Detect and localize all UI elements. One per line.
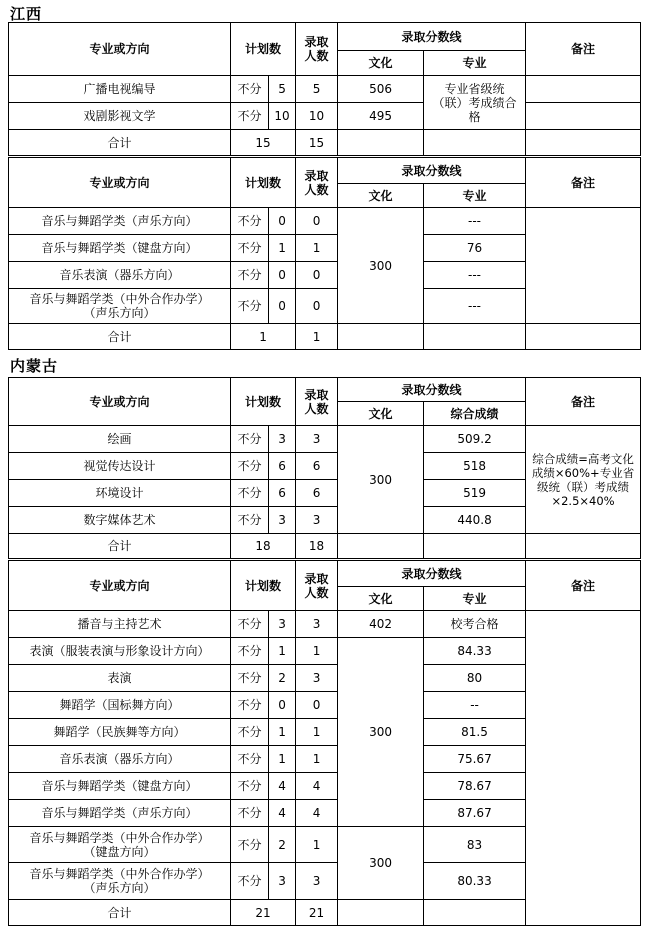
header-plan: 计划数 [231, 561, 296, 611]
table-row: 音乐表演（器乐方向） 不分 1 1 75.67 [9, 746, 641, 773]
header-major: 专业或方向 [9, 378, 231, 426]
header-specialty: 专业 [424, 184, 526, 208]
neimenggu-table-2 [8, 560, 641, 926]
header-plan: 计划数 [231, 378, 296, 426]
header-score-line: 录取分数线 [338, 378, 526, 402]
header-major: 专业或方向 [9, 561, 231, 611]
total-row: 合计 1 1 [9, 324, 641, 350]
specialty-merged: 专业省级统（联）考成绩合格 [424, 76, 526, 130]
table-row: 音乐与舞蹈学类（键盘方向） 不分 4 4 78.67 [9, 773, 641, 800]
table-row: 舞蹈学（国标舞方向） 不分 0 0 -- [9, 692, 641, 719]
header-plan: 计划数 [231, 23, 296, 76]
header-admit: 录取 人数 [296, 561, 338, 611]
header-score-line: 录取分数线 [338, 561, 526, 587]
table-row: 音乐与舞蹈学类（中外合作办学） （声乐方向） 不分 3 3 80.33 [9, 863, 641, 900]
composite-formula-note: 综合成绩=高考文化成绩×60%+专业省级统（联）考成绩×2.5×40% [526, 426, 641, 534]
table-row: 戏剧影视文学 不分 10 10 495 [9, 103, 641, 130]
table-row: 音乐与舞蹈学类（中外合作办学） （键盘方向） 不分 2 1 300 83 [9, 827, 641, 863]
header-culture: 文化 [338, 402, 424, 426]
header-admit: 录取 人数 [296, 158, 338, 208]
jiangxi-table-2 [8, 157, 641, 350]
header-note: 备注 [526, 378, 641, 426]
header-note: 备注 [526, 23, 641, 76]
table-row: 音乐与舞蹈学类（声乐方向） 不分 4 4 87.67 [9, 800, 641, 827]
table-row: 播音与主持艺术 不分 3 3 402 校考合格 [9, 611, 641, 638]
table-row: 视觉传达设计 不分 6 6 518 [9, 453, 641, 480]
region-title-neimenggu: 内蒙古 [10, 357, 59, 375]
header-admit: 录取 人数 [296, 378, 338, 426]
culture-merged: 300 [338, 827, 424, 900]
total-row: 合计 15 15 [9, 130, 641, 156]
header-admit: 录取 人数 [296, 23, 338, 76]
table-row: 音乐与舞蹈学类（中外合作办学） （声乐方向） 不分 0 0 --- [9, 289, 641, 324]
header-major: 专业或方向 [9, 23, 231, 76]
table-row: 音乐表演（器乐方向） 不分 0 0 --- [9, 262, 641, 289]
culture-merged: 300 [338, 426, 424, 534]
table-row: 表演（服装表演与形象设计方向） 不分 1 1 300 84.33 [9, 638, 641, 665]
header-specialty: 专业 [424, 51, 526, 76]
table-row: 绘画 不分 3 3 300 509.2 综合成绩=高考文化成绩×60%+专业省级统（联）考成绩×2.5×40% [9, 426, 641, 453]
table-row: 音乐与舞蹈学类（键盘方向） 不分 1 1 76 [9, 235, 641, 262]
header-plan: 计划数 [231, 158, 296, 208]
jiangxi-table-1 [8, 22, 641, 156]
header-score-line: 录取分数线 [338, 158, 526, 184]
header-composite: 综合成绩 [424, 402, 526, 426]
neimenggu-table-1 [8, 377, 641, 559]
header-specialty: 专业 [424, 587, 526, 611]
header-note: 备注 [526, 158, 641, 208]
culture-merged: 300 [338, 638, 424, 827]
total-row: 合计 18 18 [9, 534, 641, 559]
table-row: 舞蹈学（民族舞等方向） 不分 1 1 81.5 [9, 719, 641, 746]
table-row: 表演 不分 2 3 80 [9, 665, 641, 692]
header-score-line: 录取分数线 [338, 23, 526, 51]
header-note: 备注 [526, 561, 641, 611]
header-culture: 文化 [338, 184, 424, 208]
header-culture: 文化 [338, 587, 424, 611]
header-culture: 文化 [338, 51, 424, 76]
table-row: 音乐与舞蹈学类（声乐方向） 不分 0 0 300 --- [9, 208, 641, 235]
table-row: 数字媒体艺术 不分 3 3 440.8 [9, 507, 641, 534]
culture-merged: 300 [338, 208, 424, 324]
region-title-jiangxi: 江西 [10, 5, 43, 23]
table-row: 广播电视编导 不分 5 5 506 专业省级统（联）考成绩合格 [9, 76, 641, 103]
header-major: 专业或方向 [9, 158, 231, 208]
table-row: 环境设计 不分 6 6 519 [9, 480, 641, 507]
total-row: 合计 21 21 [9, 900, 641, 926]
